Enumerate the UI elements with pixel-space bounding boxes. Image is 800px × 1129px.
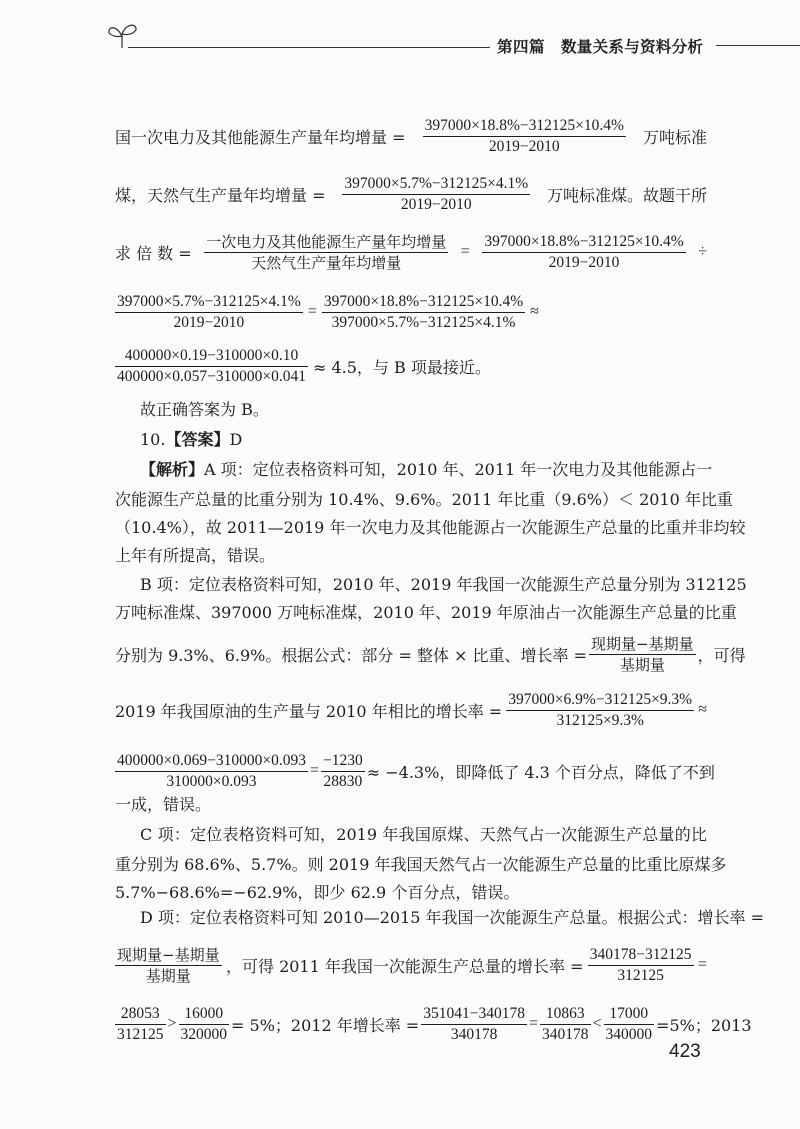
question-number: 10. xyxy=(140,430,166,449)
fraction xyxy=(604,1004,655,1045)
denominator: 2019−2010 xyxy=(173,313,245,331)
fraction xyxy=(506,690,694,731)
analysis-b-formula-line xyxy=(115,749,715,793)
denominator: 400000×0.057−310000×0.041 xyxy=(117,367,306,385)
header-rule-right xyxy=(716,45,800,46)
denominator: 基期量 xyxy=(145,966,191,985)
calc-text: 万吨标准 xyxy=(642,127,707,147)
calc-line-5 xyxy=(115,344,707,388)
analysis-b-line: 一成，错误。 xyxy=(115,795,212,814)
fraction xyxy=(540,1004,591,1045)
answer-tag: 【答案】 xyxy=(165,430,230,449)
numerator: 现期量−基期量 xyxy=(117,945,220,964)
numerator: 340178−312125 xyxy=(588,945,694,966)
analysis-b-formula-line xyxy=(115,688,707,732)
denominator: 312125×9.3% xyxy=(556,711,644,729)
operator: = xyxy=(697,956,707,973)
fraction xyxy=(179,1004,230,1045)
numerator: 351041−340178 xyxy=(421,1004,527,1025)
paragraph-text: ，可得 2011 年我国一次能源生产总量的增长率 = xyxy=(225,956,584,976)
denominator: 340000 xyxy=(605,1025,653,1043)
paragraph-text: 分别为 9.3%、6.9%。根据公式：部分 = 整体 × 比重、增长率 = xyxy=(115,645,588,665)
numerator: 397000×6.9%−312125×9.3% xyxy=(506,690,694,711)
conclusion: 故正确答案为 B。 xyxy=(140,400,269,419)
answer-value: D xyxy=(229,430,243,449)
analysis-d-line: D 项：定位表格资料可知 2010—2015 年我国一次能源生产总量。根据公式：增长率 = xyxy=(140,908,765,927)
fraction xyxy=(115,751,308,792)
answer-line xyxy=(140,426,707,454)
numerator: 397000×5.7%−312125×4.1% xyxy=(115,292,303,313)
calc-line-4 xyxy=(115,290,707,334)
numerator: 397000×18.8%−312125×10.4% xyxy=(322,292,525,313)
paragraph-text: ≈ −4.3%，即降低了 4.3 个百分点，降低了不到 xyxy=(366,762,715,782)
section-label: 第四篇 xyxy=(497,38,546,56)
fraction xyxy=(321,751,365,792)
denominator: 2019−2010 xyxy=(400,195,472,213)
operator: = xyxy=(528,1015,538,1032)
fraction xyxy=(322,292,525,333)
header-rule-left xyxy=(128,47,490,48)
calc-text: ≈ 4.5，与 B 项最接近。 xyxy=(312,357,491,377)
analysis-a-line: 上年有所提高，错误。 xyxy=(115,546,276,565)
numerator: 现期量−基期量 xyxy=(591,634,694,653)
operator: < xyxy=(592,1015,602,1032)
fraction xyxy=(115,346,308,387)
fraction xyxy=(588,945,694,986)
calc-line-3 xyxy=(115,230,707,274)
numerator: 400000×0.19−310000×0.10 xyxy=(115,346,308,367)
analysis-b-formula-line xyxy=(115,632,746,676)
numerator: 397000×5.7%−312125×4.1% xyxy=(342,174,530,195)
denominator: 397000×5.7%−312125×4.1% xyxy=(331,313,516,331)
analysis-c-line: 5.7%−68.6%=−62.9%，即少 62.9 个百分点，错误。 xyxy=(115,883,520,902)
fraction xyxy=(115,1004,166,1045)
analysis-d-formula-line xyxy=(115,943,707,987)
fraction xyxy=(204,232,448,273)
calc-line-1 xyxy=(115,114,707,158)
operator: = xyxy=(309,762,320,779)
calc-text: 求 倍 数 = xyxy=(115,243,192,263)
operator: = xyxy=(307,303,317,320)
page-number: 423 xyxy=(669,1041,701,1062)
sprout-icon xyxy=(106,20,140,50)
calc-line-2 xyxy=(115,172,707,216)
analysis-a-line xyxy=(140,456,713,484)
calc-text: 煤，天然气生产量年均增量 = xyxy=(115,185,326,205)
analysis-b-line: B 项：定位表格资料可知，2010 年、2019 年我国一次能源生产总量分别为 312125 xyxy=(140,575,747,594)
numerator: 16000 xyxy=(179,1004,230,1025)
analysis-a-line: 次能源生产总量的比重分别为 10.4%、9.6%。2011 年比重（9.6%）＜ 2010 年比重 xyxy=(115,490,733,509)
denominator: 28830 xyxy=(323,772,363,790)
analysis-b-line: 万吨标准煤、397000 万吨标准煤，2010 年、2019 年原油占一次能源生产总量的比重 xyxy=(115,603,737,622)
paragraph-text: =5%；2013 xyxy=(656,1015,752,1035)
denominator: 320000 xyxy=(180,1025,228,1043)
numerator: 一次电力及其他能源生产量年均增量 xyxy=(206,232,447,251)
fraction xyxy=(421,1004,527,1045)
fraction xyxy=(115,945,222,986)
operator: > xyxy=(167,1015,177,1032)
numerator: 17000 xyxy=(604,1004,655,1025)
section-title: 数量关系与资料分析 xyxy=(561,38,704,56)
analysis-d-formula-line xyxy=(115,1002,752,1046)
numerator: 397000×18.8%−312125×10.4% xyxy=(482,232,685,253)
operator: = xyxy=(460,243,470,260)
denominator: 基期量 xyxy=(619,655,665,674)
numerator: 28053 xyxy=(115,1004,166,1025)
analysis-c-line: 重分别为 68.6%、5.7%。则 2019 年我国天然气占一次能源生产总量的比重比原煤多 xyxy=(115,855,727,874)
denominator: 340178 xyxy=(450,1025,498,1043)
denominator: 310000×0.093 xyxy=(166,772,257,790)
paragraph-text: ，可得 xyxy=(697,645,746,665)
calc-text: 国一次电力及其他能源生产量年均增量 = xyxy=(115,127,406,147)
analysis-c-line: C 项：定位表格资料可知，2019 年我国原煤、天然气占一次能源生产总量的比 xyxy=(140,825,707,844)
operator: ÷ xyxy=(698,243,707,260)
analysis-a-line: （10.4%），故 2011—2019 年一次电力及其他能源占一次能源生产总量的比重并非均较 xyxy=(115,518,746,537)
fraction xyxy=(115,292,303,333)
operator: ≈ xyxy=(530,303,539,320)
denominator: 2019−2010 xyxy=(488,137,560,155)
fraction xyxy=(342,174,530,215)
numerator: 10863 xyxy=(540,1004,591,1025)
calc-text: 万吨标准煤。故题干所 xyxy=(546,185,707,205)
fraction xyxy=(589,634,696,675)
denominator: 天然气生产量年均增量 xyxy=(251,253,402,272)
paragraph-text: A 项：定位表格资料可知，2010 年、2011 年一次电力及其他能源占一 xyxy=(204,460,713,479)
paragraph-text: 2019 年我国原油的生产量与 2010 年相比的增长率 = xyxy=(115,701,503,721)
analysis-tag: 【解析】 xyxy=(140,460,205,479)
denominator: 2019−2010 xyxy=(548,253,620,271)
operator: ≈ xyxy=(698,701,707,718)
fraction xyxy=(423,116,626,157)
denominator: 312125 xyxy=(117,1025,164,1043)
numerator: 400000×0.069−310000×0.093 xyxy=(115,751,308,772)
denominator: 312125 xyxy=(617,966,664,984)
numerator: 397000×18.8%−312125×10.4% xyxy=(423,116,626,137)
numerator: −1230 xyxy=(321,751,365,772)
paragraph-text: = 5%；2012 年增长率 = xyxy=(231,1015,420,1035)
fraction xyxy=(482,232,685,273)
denominator: 340178 xyxy=(542,1025,589,1043)
